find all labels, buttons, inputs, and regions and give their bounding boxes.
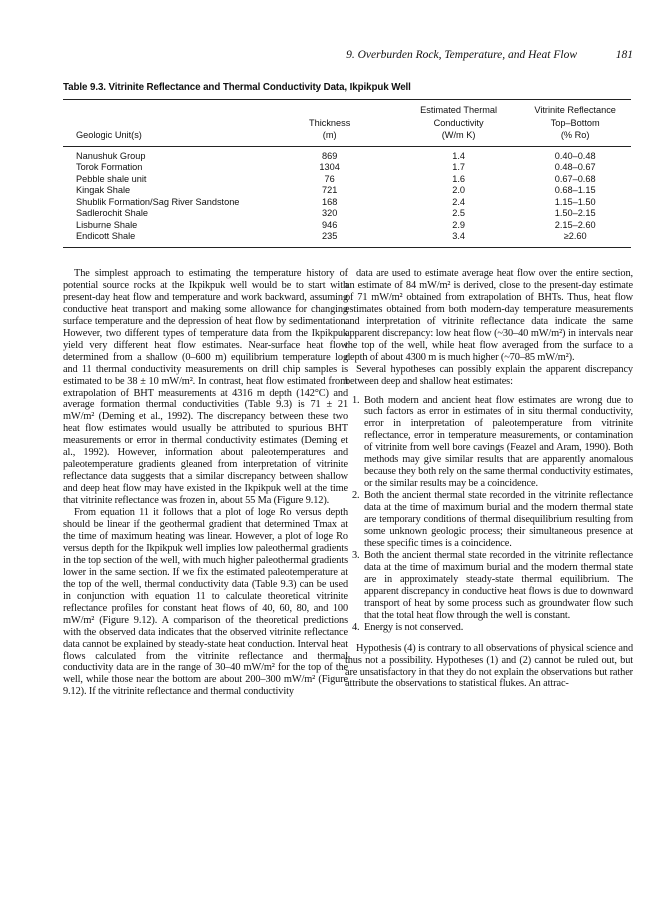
hypothesis-item bbox=[345, 395, 633, 491]
paragraph: The simplest approach to estimating the temperature history of potential source rocks at the Ikpikpuk well would be to start with present-day heat flow and temperature and work backward, assuming conductive heat transport and making some allowance for changing surface temperature and the depression of heat flow by sedimentation. However, two different types of temperature data from the Ikpikpuk yield very different heat flow estimates. Near-surface heat flow determined from a shallow (0–600 m) equilibrium temperature log and 11 thermal conductivity measurements on drill chip samples is estimated to be 38 ± 10 mW/m². In contrast, heat flow estimated from extrapolation of BHT measurements at 4316 m depth (142°C) and average formation thermal conductivities (Table 9.3) is 71 ± 21 mW/m² (Deming et al., 1992). The discrepancy between these two heat flow estimates would usually be attributed to spurious BHT measurements or error in thermal conductivity estimates (Deming et al., 1992). However, information about paleotemperatures and paleotemperature gradients gleaned from interpretation of vitrinite reflectance data suggests that a similar discrepancy between shallow and deep heat flow may have existed in the Ikpikpuk well at the time that vitrinite reflectance was frozen in, about 55 Ma (Figure 9.12). bbox=[63, 268, 348, 507]
table-row bbox=[63, 151, 631, 163]
cell-reflectance: ≥2.60 bbox=[563, 231, 587, 241]
cell-unit: Sadlerochit Shale bbox=[76, 208, 149, 218]
table-row bbox=[63, 174, 631, 186]
cell-reflectance: 0.48–0.67 bbox=[554, 162, 596, 172]
table-row bbox=[63, 231, 631, 243]
cell-conductivity: 2.0 bbox=[452, 185, 465, 195]
cell-reflectance: 0.40–0.48 bbox=[554, 150, 596, 161]
cell-conductivity: 2.9 bbox=[452, 219, 465, 230]
table-row bbox=[63, 220, 631, 232]
cell-thickness: 721 bbox=[321, 185, 338, 195]
hypothesis-item bbox=[345, 622, 633, 634]
hypothesis-number: 1. bbox=[352, 394, 360, 406]
table-row bbox=[63, 197, 631, 209]
cell-reflectance: 1.50–2.15 bbox=[554, 208, 596, 218]
cell-unit: Nanushuk Group bbox=[76, 150, 146, 161]
paragraph: data are used to estimate average heat flow over the entire section, an estimate of 84 mW/m² is derived, close to the present-day estimate of 71 mW/m² obtained from extrapolation of BHTs. Thus, heat flow estimates obtained from both modern-day temperature measurements and interpretation of vitrinite reflectance data indicate the same apparent discrepancy: low heat flow (~30–40 mW/m²) in intervals near the top of the well, while heat flow averaged from the surface to a depth of about 4300 m is much higher (~70–85 mW/m²). bbox=[345, 268, 633, 363]
table-row bbox=[63, 208, 631, 220]
cell-thickness: 946 bbox=[321, 219, 338, 230]
cell-thickness: 76 bbox=[324, 173, 335, 184]
cell-conductivity: 3.4 bbox=[452, 231, 465, 241]
cell-conductivity: 2.4 bbox=[452, 196, 465, 207]
hypothesis-item bbox=[345, 490, 633, 550]
left-column bbox=[63, 268, 348, 698]
cell-conductivity: 1.7 bbox=[452, 162, 465, 172]
cell-unit: Lisburne Shale bbox=[76, 219, 138, 230]
cell-thickness: 168 bbox=[321, 196, 338, 207]
cell-unit: Shublik Formation/Sag River Sandstone bbox=[76, 196, 240, 207]
header-thickness-line2: (m) bbox=[322, 130, 337, 140]
header-unit: Geologic Unit(s) bbox=[76, 130, 142, 140]
hypothesis-number: 3. bbox=[352, 549, 360, 561]
chapter-title: 9. Overburden Rock, Temperature, and Heat Flow bbox=[346, 49, 577, 61]
table-top-rule bbox=[63, 99, 631, 100]
page-number: 181 bbox=[615, 49, 633, 61]
cell-thickness: 235 bbox=[321, 231, 338, 241]
data-table bbox=[63, 104, 631, 248]
hypothesis-list bbox=[345, 395, 633, 634]
table-row bbox=[63, 162, 631, 174]
right-column bbox=[345, 268, 633, 690]
header-conductivity-line1: Estimated Thermal bbox=[420, 105, 498, 115]
hypothesis-text: Both the ancient thermal state recorded in the vitrinite reflectance data at the time of maximum burial and the modern thermal state are temporary conditions of thermal disequilibrium resulting from some unknown geologic process; their simultaneous presence at these specific times is a coincidence. bbox=[364, 490, 633, 549]
paragraph: Several hypotheses can possibly explain the apparent discrepancy between deep and shallow heat estimates: bbox=[345, 363, 633, 387]
hypothesis-number: 4. bbox=[352, 621, 360, 633]
header-conductivity-line2: Conductivity bbox=[433, 117, 484, 128]
hypothesis-text: Energy is not conserved. bbox=[364, 621, 464, 633]
hypothesis-item bbox=[345, 550, 633, 622]
cell-conductivity: 1.4 bbox=[452, 150, 465, 161]
header-reflectance-line1: Vitrinite Reflectance bbox=[534, 105, 616, 115]
header-conductivity-line3: (W/m K) bbox=[441, 130, 476, 140]
cell-reflectance: 1.15–1.50 bbox=[554, 196, 596, 207]
header-reflectance-line3: (% Ro) bbox=[560, 130, 590, 140]
cell-unit: Endicott Shale bbox=[76, 231, 136, 241]
cell-unit: Torok Formation bbox=[76, 162, 143, 172]
cell-thickness: 869 bbox=[321, 150, 338, 161]
cell-unit: Kingak Shale bbox=[76, 185, 131, 195]
cell-reflectance: 0.67–0.68 bbox=[554, 173, 596, 184]
cell-thickness: 1304 bbox=[319, 162, 340, 172]
paragraph: From equation 11 it follows that a plot of loge Ro versus depth should be linear if the geothermal gradient that determined Tmax at the time of maximum heating was linear. However, a plot of loge Ro versus depth for the Ikpikpuk well implies low paleothermal gradients in the top section of the well, with much higher paleothermal gradients lower in the same section. If we fix the estimated paleotemperature at the top of the well, thermal conductivity data (Table 9.3) can be used in conjunction with equation 11 to calculate theoretical vitrinite reflectance profiles for constant heat flows of 40, 60, 80, and 100 mW/m² (Figure 9.12). A comparison of the theoretical predictions with the observed data indicates that the observed vitrinite reflectance data cannot be explained by steady-state heat conduction. Interval heat flows calculated from the vitrinite reflectance and thermal conductivity data are in the range of 30–40 mW/m² for the top of the well, while those near the bottom are about 200–300 mW/m² (Figure 9.12). If the vitrinite reflectance and thermal conductivity bbox=[63, 507, 348, 698]
hypothesis-number: 2. bbox=[352, 490, 360, 502]
header-thickness-line1: Thickness bbox=[308, 117, 351, 128]
cell-conductivity: 2.5 bbox=[452, 208, 465, 218]
cell-unit: Pebble shale unit bbox=[76, 173, 147, 184]
table-row bbox=[63, 185, 631, 197]
hypothesis-text: Both modern and ancient heat flow estimates are wrong due to such factors as error in estimates of in situ thermal conductivity, error in interpretation of paleotemperature from vitrinite reflectance, error in temperature measurements, or contamination of vitrinite from well bore cavings (Feazel and Aram, 1990). Both methods may give similar results that are apparently anomalous because they both rely on the same thermal conductivity estimates, or the similar results may be a coincidence. bbox=[364, 394, 633, 490]
paragraph: Hypothesis (4) is contrary to all observations of physical science and thus not a possibility. Hypotheses (1) and (2) cannot be ruled out, but are unsatisfactory in that they do not explain the observations but rather attribute the observations to statistical flukes. An attrac- bbox=[345, 642, 633, 690]
cell-reflectance: 2.15–2.60 bbox=[554, 219, 596, 230]
cell-thickness: 320 bbox=[321, 208, 338, 218]
cell-reflectance: 0.68–1.15 bbox=[554, 185, 596, 195]
cell-conductivity: 1.6 bbox=[452, 173, 465, 184]
table-caption: Table 9.3. Vitrinite Reflectance and Thermal Conductivity Data, Ikpikpuk Well bbox=[63, 82, 411, 93]
header-reflectance-line2: Top–Bottom bbox=[550, 117, 600, 128]
hypothesis-text: Both the ancient thermal state recorded in the vitrinite reflectance data at the time of maximum burial and the modern thermal state are in approximately steady-state thermal equilibrium. The apparent discrepancy in conductive heat flows is due to downward transport of heat by some process such as groundwater flow such that the total heat flow through the well is constant. bbox=[364, 549, 633, 621]
running-header bbox=[30, 49, 633, 65]
